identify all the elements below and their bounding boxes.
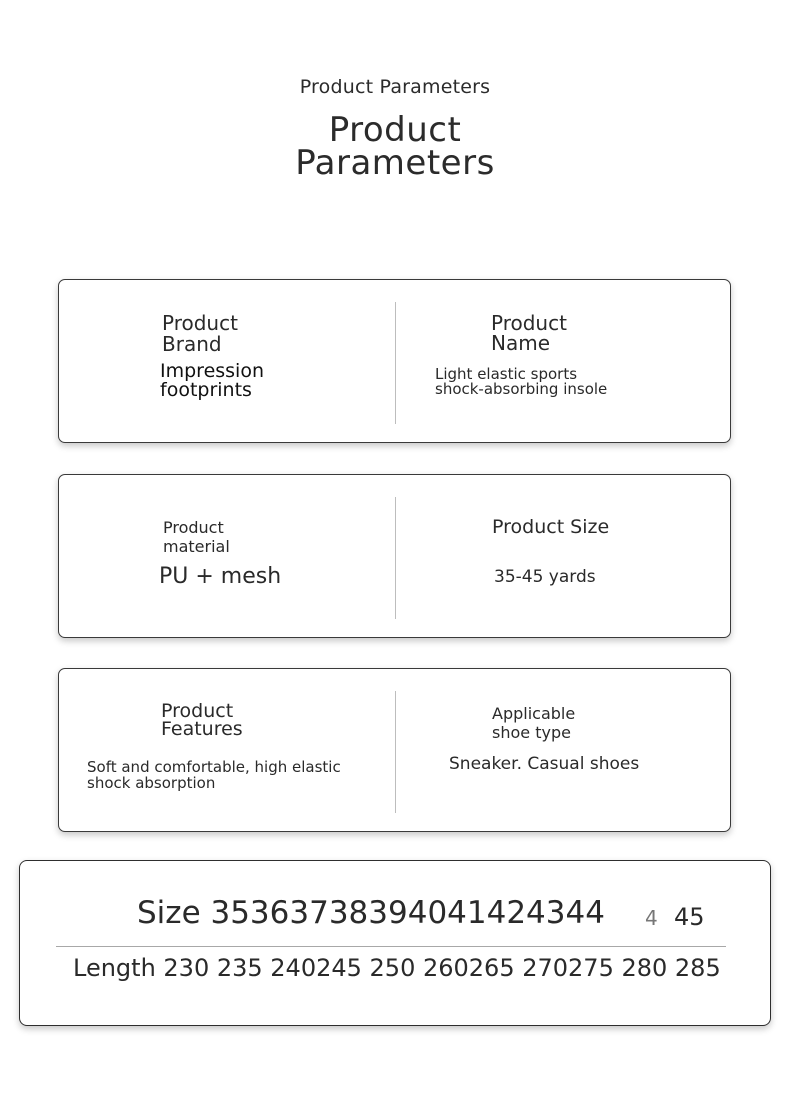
brand-name-card: [58, 279, 731, 443]
card-divider: [395, 691, 396, 813]
size-row: Size 35363738394041424344: [137, 895, 605, 931]
shoe-type-label: Applicable shoe type: [492, 704, 576, 742]
page-title: Product Parameters: [295, 110, 495, 183]
shoe-type-value: Sneaker. Casual shoes: [449, 754, 640, 774]
product-brand-label: Product Brand: [162, 311, 238, 356]
product-material-label: Product material: [163, 518, 230, 556]
section-subtitle: Product Parameters: [299, 76, 491, 98]
product-material-value: PU + mesh: [159, 564, 282, 589]
product-name-label: Product Name: [491, 311, 567, 355]
product-features-label: Product Features: [161, 700, 243, 740]
product-features-value: Soft and comfortable, high elastic shock absorption: [87, 758, 341, 792]
product-size-label: Product Size: [492, 516, 610, 538]
size-overflow-mark: 4: [645, 906, 658, 930]
size-length-table: [19, 860, 771, 1026]
table-divider: [56, 946, 726, 947]
material-size-card: [58, 474, 731, 638]
length-row: Length 230 235 240245 250 260265 270275 280 285: [73, 954, 721, 982]
product-size-value: 35-45 yards: [494, 567, 596, 587]
features-shoe-type-card: [58, 668, 731, 832]
product-brand-value: Impression footprints: [160, 360, 264, 401]
product-name-value: Light elastic sports shock-absorbing insole: [435, 365, 608, 398]
card-divider: [395, 497, 396, 619]
size-last-value: 45: [674, 903, 705, 931]
card-divider: [395, 302, 396, 424]
